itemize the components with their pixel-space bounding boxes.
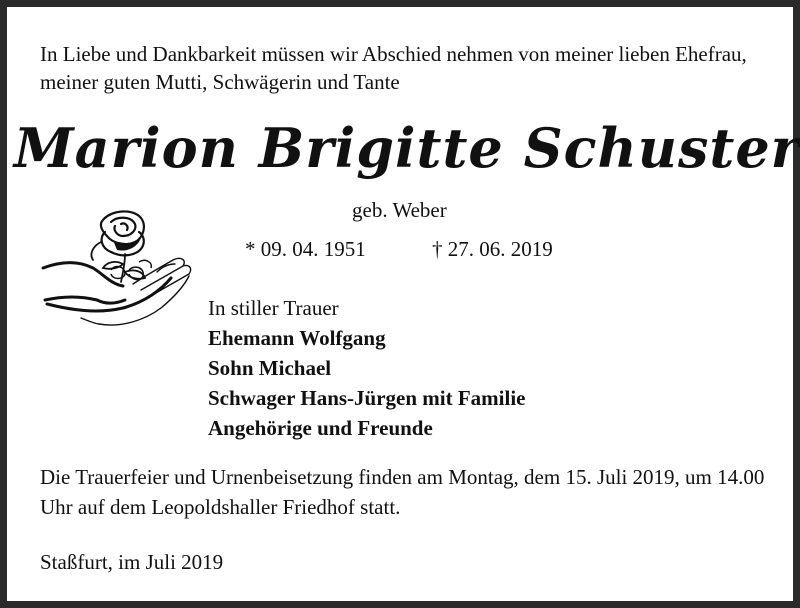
rose-in-hands-drawing bbox=[41, 202, 201, 337]
mourner-relatives: Angehörige und Freunde bbox=[208, 416, 433, 440]
mourners-list bbox=[208, 293, 526, 443]
mourner-son: Sohn Michael bbox=[208, 356, 332, 380]
deceased-name: Marion Brigitte Schuster bbox=[13, 116, 800, 180]
rose-in-hands-icon bbox=[41, 202, 201, 337]
place-date: Staßfurt, im Juli 2019 bbox=[40, 550, 224, 574]
death-date: † 27. 06. 2019 bbox=[432, 237, 553, 261]
intro-text: In Liebe und Dankbarkeit müssen wir Abschied nehmen von meiner lieben Ehefrau, meiner guten Mutti, Schwägerin und Tante bbox=[40, 42, 747, 94]
mourner-brother-in-law: Schwager Hans-Jürgen mit Familie bbox=[208, 386, 526, 410]
service-info: Die Trauerfeier und Urnenbeisetzung finden am Montag, dem 15. Juli 2019, um 14.00 Uhr auf dem Leopoldshaller Friedhof statt. bbox=[40, 465, 765, 519]
mourning-intro: In stiller Trauer bbox=[208, 296, 339, 320]
mourner-husband: Ehemann Wolfgang bbox=[208, 326, 386, 350]
maiden-name: geb. Weber bbox=[352, 198, 447, 222]
birth-date: * 09. 04. 1951 bbox=[245, 237, 366, 261]
